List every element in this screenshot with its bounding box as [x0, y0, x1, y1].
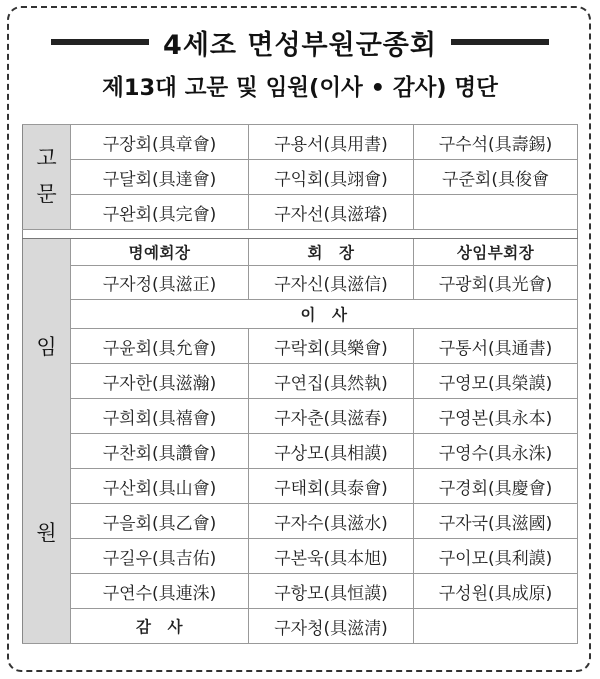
- director-name: 구자춘(具滋春): [249, 399, 414, 434]
- auditor-row: [23, 609, 578, 644]
- title-row: [0, 22, 600, 62]
- director-name: 구자수(具滋水): [249, 504, 414, 539]
- directors-label: 이 사: [71, 300, 578, 329]
- auditor-name: 구자청(具滋淸): [249, 609, 414, 644]
- director-name: 구자한(具滋瀚): [71, 364, 249, 399]
- director-name: 구산회(具山會): [71, 469, 249, 504]
- advisor-row: [23, 125, 578, 160]
- director-name: 구연수(具連洙): [71, 574, 249, 609]
- advisor-row: [23, 195, 578, 230]
- director-row: [23, 469, 578, 504]
- advisors-label-line: 고: [36, 146, 57, 171]
- director-row: [23, 329, 578, 364]
- advisors-label-line: 문: [36, 182, 57, 206]
- director-name: 구본욱(具本旭): [249, 539, 414, 574]
- director-name: 구길우(具吉佑): [71, 539, 249, 574]
- advisor-name: 구달회(具達會): [71, 160, 249, 195]
- director-row: [23, 434, 578, 469]
- label-spacer: [23, 366, 70, 516]
- director-name: 구통서(具通書): [414, 329, 578, 364]
- director-name: 구경회(具慶會): [414, 469, 578, 504]
- section-gap: [23, 230, 578, 239]
- leader-row: [23, 266, 578, 300]
- director-name: 구성원(具成原): [414, 574, 578, 609]
- director-name: 구연집(具然執): [249, 364, 414, 399]
- officers-label-line: 임: [36, 335, 57, 360]
- director-row: [23, 399, 578, 434]
- director-name: 구자국(具滋國): [414, 504, 578, 539]
- director-row: [23, 539, 578, 574]
- page-subtitle: 제13대 고문 및 임원(이사 • 감사) 명단: [102, 75, 498, 101]
- page-title: 4세조 면성부원군종회: [163, 29, 437, 61]
- officer-header-row: [23, 239, 578, 266]
- director-row: [23, 574, 578, 609]
- advisor-name: 구장회(具章會): [71, 125, 249, 160]
- director-name: 구영수(具永洙): [414, 434, 578, 469]
- director-name: 구영모(具榮謨): [414, 364, 578, 399]
- director-name: 구이모(具利謨): [414, 539, 578, 574]
- leader-name: 구광회(具光會): [414, 266, 578, 300]
- header-vice-chair: 상임부회장: [414, 239, 578, 266]
- empty-cell: [414, 609, 578, 644]
- title-bar-right: [451, 39, 549, 45]
- director-name: 구을회(具乙會): [71, 504, 249, 539]
- leader-name: 구자신(具滋信): [249, 266, 414, 300]
- advisor-name: 구준회(具俊會: [414, 160, 578, 195]
- director-name: 구영본(具永本): [414, 399, 578, 434]
- advisor-name: 구용서(具用書): [249, 125, 414, 160]
- director-name: 구찬회(具讚會): [71, 434, 249, 469]
- officers-label-line: 원: [36, 521, 57, 545]
- director-name: 구태회(具泰會): [249, 469, 414, 504]
- header-chair: 회 장: [249, 239, 414, 266]
- empty-cell: [414, 195, 578, 230]
- officers-section-label: [23, 239, 71, 644]
- director-name: 구상모(具相謨): [249, 434, 414, 469]
- director-name: 구희회(具禧會): [71, 399, 249, 434]
- title-bar-left: [51, 39, 149, 45]
- directors-label-row: [23, 300, 578, 329]
- director-row: [23, 504, 578, 539]
- header-honorary-chair: 명예회장: [71, 239, 249, 266]
- advisor-row: [23, 160, 578, 195]
- director-name: 구윤회(具允會): [71, 329, 249, 364]
- advisor-name: 구익회(具翊會): [249, 160, 414, 195]
- advisor-name: 구수석(具壽錫): [414, 125, 578, 160]
- section-divider: [23, 230, 578, 239]
- advisors-section-label: [23, 125, 71, 230]
- leader-name: 구자정(具滋正): [71, 266, 249, 300]
- roster-table: [22, 124, 578, 644]
- auditor-label: 감 사: [71, 609, 249, 644]
- director-name: 구락회(具樂會): [249, 329, 414, 364]
- director-name: 구항모(具恒謨): [249, 574, 414, 609]
- advisor-name: 구자선(具滋璿): [249, 195, 414, 230]
- advisor-name: 구완회(具完會): [71, 195, 249, 230]
- director-row: [23, 364, 578, 399]
